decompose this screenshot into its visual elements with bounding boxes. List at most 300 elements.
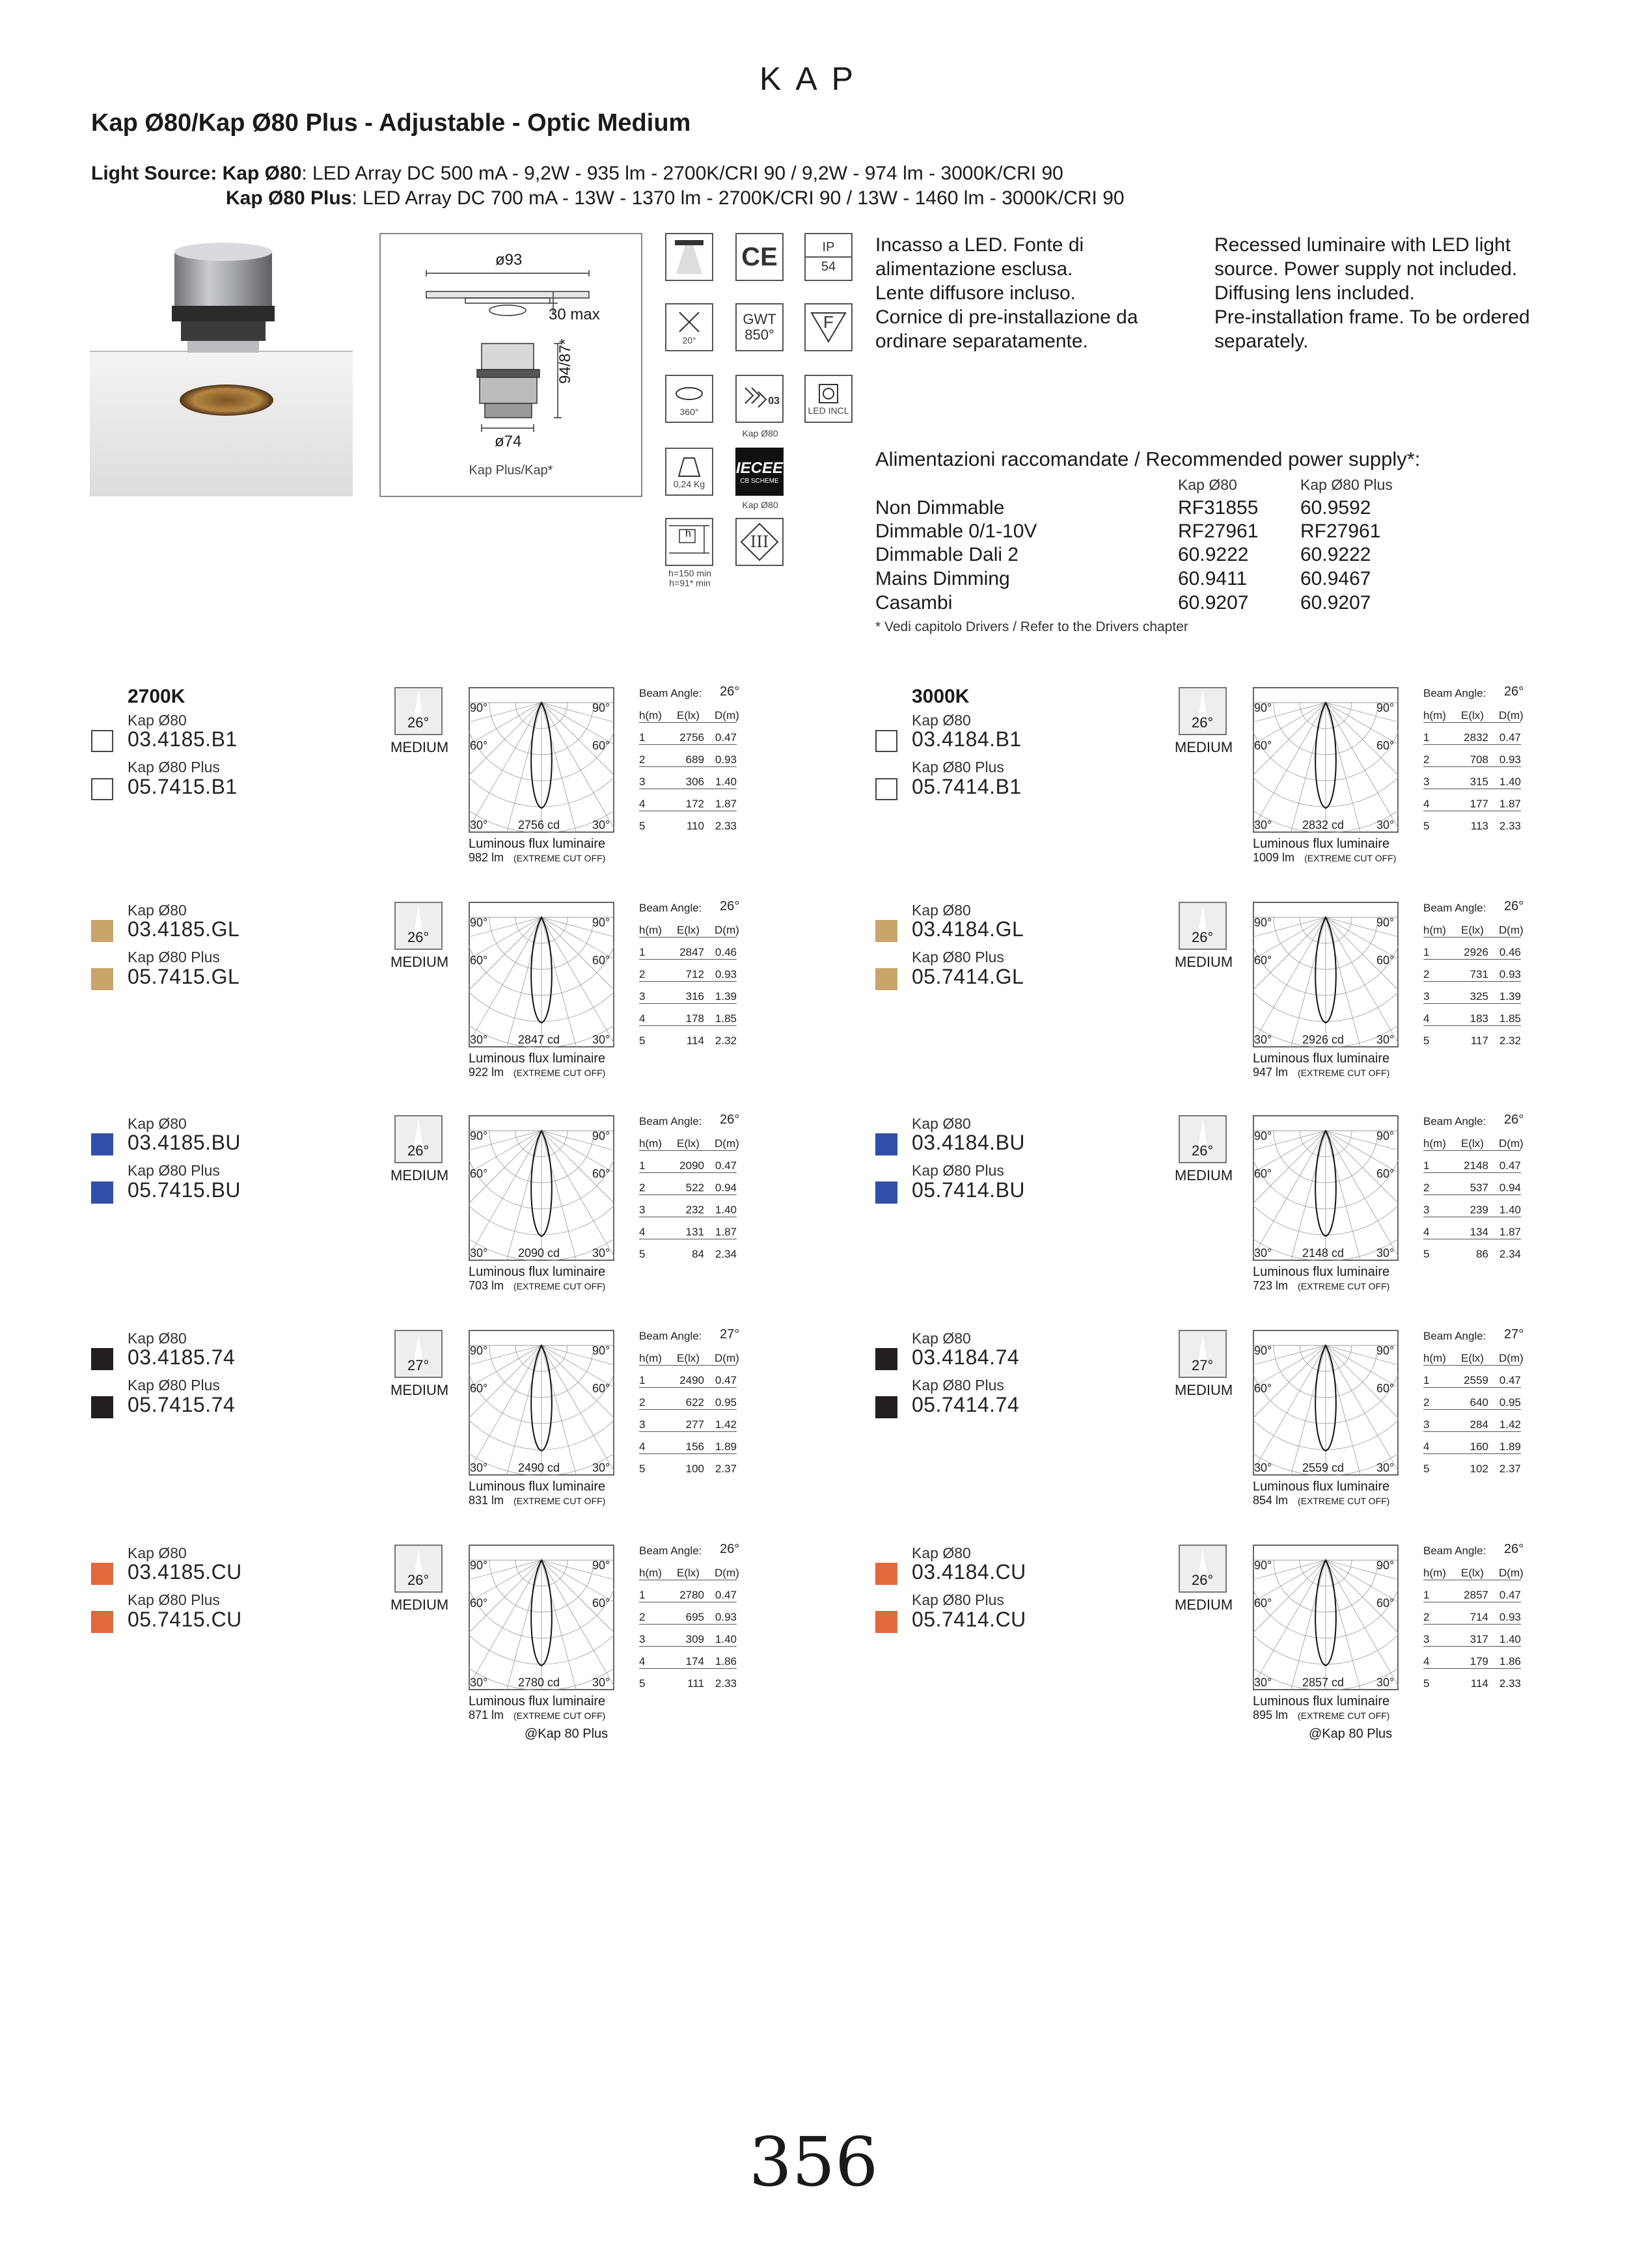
section-title-1: 3000K <box>912 686 970 707</box>
product-code-kap80plus[interactable]: 05.7415.BU <box>128 1178 241 1202</box>
polar-peak-cd: 2926 cd <box>1302 1033 1345 1046</box>
polar-peak-cd: 2756 cd <box>518 818 560 831</box>
description-italian: Incasso a LED. Fonte di alimentazione esclusa. Lente diffusore incluso. Cornice di pre-installazione da ordinare separatamente. <box>875 234 1138 352</box>
variant-label-kap80plus: Kap Ø80 Plus <box>912 1162 1004 1179</box>
beam-angle-label: Beam Angle: <box>639 1545 702 1557</box>
flux-label: Luminous flux luminaire <box>469 1479 606 1494</box>
variant-label-kap80: Kap Ø80 <box>912 1115 971 1132</box>
power-supply-a-0: RF31855 <box>1178 497 1259 519</box>
beam-table-row: 4 174 1.86 <box>639 1655 737 1667</box>
kap80-cert-label-b: Kap Ø80 <box>742 500 778 510</box>
color-swatch[interactable] <box>91 730 113 752</box>
beam-table-row: 4 178 1.85 <box>639 1012 737 1025</box>
beam-angle-label: Beam Angle: <box>1423 902 1486 914</box>
product-code-kap80[interactable]: 03.4184.GL <box>912 917 1024 941</box>
flux-value: 871 lm (EXTREME CUT OFF) <box>469 1708 606 1721</box>
polar-30-left: 30° <box>470 1247 488 1260</box>
color-swatch[interactable] <box>875 1396 897 1418</box>
beam-medium-label: MEDIUM <box>390 739 449 755</box>
beam-table-row: 4 183 1.85 <box>1423 1012 1521 1025</box>
variant-label-kap80plus: Kap Ø80 Plus <box>128 759 220 776</box>
gwt-850-icon: GWT 850° <box>735 303 784 351</box>
beam-angle-value: 27° <box>720 1327 740 1342</box>
beam-medium-label: MEDIUM <box>1175 739 1233 755</box>
beam-table-row: 1 2780 0.47 <box>639 1589 737 1601</box>
polar-peak-cd: 2832 cd <box>1302 818 1345 831</box>
beam-table-row: 2 640 0.95 <box>1423 1396 1521 1409</box>
polar-90-left: 90° <box>1254 1129 1272 1142</box>
variant-label-kap80: Kap Ø80 <box>128 902 187 919</box>
recessed-icon <box>665 233 713 281</box>
color-swatch[interactable] <box>91 1563 113 1585</box>
color-swatch[interactable] <box>91 920 113 942</box>
polar-30-left: 30° <box>470 1676 488 1689</box>
polar-60-left: 60° <box>470 1167 488 1180</box>
h-min-label: h=150 min h=91* min <box>668 568 711 588</box>
beam-table-row: 3 306 1.40 <box>639 776 737 788</box>
beam-table-row: 5 102 2.37 <box>1423 1463 1521 1475</box>
polar-60-left: 60° <box>1254 1167 1272 1180</box>
product-code-kap80[interactable]: 03.4185.B1 <box>128 727 238 751</box>
variant-label-kap80: Kap Ø80 <box>128 712 187 729</box>
color-swatch[interactable] <box>91 968 113 990</box>
polar-60-right: 60° <box>1376 1167 1395 1180</box>
drawing-caption: Kap Plus/Kap* <box>469 463 553 478</box>
flux-label: Luminous flux luminaire <box>1253 1479 1390 1494</box>
beam-table-row: 2 537 0.94 <box>1423 1181 1521 1194</box>
variant-label-kap80plus: Kap Ø80 Plus <box>912 1591 1004 1608</box>
beam-table-row: 4 177 1.87 <box>1423 798 1521 810</box>
beam-table-row: 5 110 2.33 <box>639 820 737 832</box>
polar-90-left: 90° <box>470 1559 488 1572</box>
product-code-kap80[interactable]: 03.4184.74 <box>912 1345 1020 1369</box>
polar-30-right: 30° <box>592 1461 610 1474</box>
beam-table-row: 1 2490 0.47 <box>639 1374 737 1386</box>
color-swatch[interactable] <box>91 1396 113 1418</box>
polar-60-left: 60° <box>1254 1597 1272 1610</box>
product-code-kap80plus[interactable]: 05.7415.CU <box>128 1608 242 1631</box>
flux-label: Luminous flux luminaire <box>1253 1265 1390 1279</box>
adjustable-20-icon: 20° <box>665 303 713 351</box>
variant-label-kap80plus: Kap Ø80 Plus <box>128 1591 220 1608</box>
description-english: Recessed luminaire with LED light source. Power supply not included. Diffusing lens included. Pre-installation frame. To be ordered separately. <box>1214 234 1530 352</box>
color-swatch[interactable] <box>875 1348 897 1370</box>
beam-medium-label: MEDIUM <box>390 1597 449 1613</box>
flux-value: 1009 lm (EXTREME CUT OFF) <box>1253 851 1397 864</box>
beam-table-row: 4 156 1.89 <box>639 1440 737 1453</box>
color-swatch[interactable] <box>875 1563 897 1585</box>
color-swatch[interactable] <box>91 1611 113 1633</box>
polar-30-right: 30° <box>1376 1461 1395 1474</box>
beam-icon-angle: 26° <box>407 1572 430 1588</box>
section-title-0: 2700K <box>128 686 185 707</box>
flux-label: Luminous flux luminaire <box>1253 1694 1390 1708</box>
polar-90-right: 90° <box>592 1559 610 1572</box>
beam-table-row: 2 622 0.95 <box>639 1396 737 1409</box>
color-swatch[interactable] <box>91 1133 113 1155</box>
polar-30-left: 30° <box>1254 1033 1272 1046</box>
polar-30-left: 30° <box>1254 1461 1272 1474</box>
beam-icon-angle: 26° <box>407 929 430 945</box>
beam-table-row: 3 316 1.39 <box>639 990 737 1003</box>
polar-60-right: 60° <box>592 954 610 967</box>
polar-60-left: 60° <box>470 1597 488 1610</box>
variant-label-kap80: Kap Ø80 <box>128 1545 187 1561</box>
beam-angle-value: 26° <box>720 1113 740 1127</box>
product-code-kap80[interactable]: 03.4185.CU <box>128 1560 242 1584</box>
beam-table-header: h(m) E(lx) D(m) <box>1423 1352 1524 1364</box>
product-code-kap80plus[interactable]: 05.7415.B1 <box>128 775 238 798</box>
polar-30-left: 30° <box>470 1461 488 1474</box>
polar-peak-cd: 2090 cd <box>518 1247 560 1260</box>
power-supply-note: * Vedi capitolo Drivers / Refer to the Drivers chapter <box>875 619 1188 634</box>
beam-angle-value: 26° <box>720 684 740 699</box>
light-source-label-2: Kap Ø80 Plus <box>226 187 352 209</box>
product-code-kap80[interactable]: 03.4184.BU <box>912 1131 1026 1154</box>
light-source-text-1: : LED Array DC 500 mA - 9,2W - 935 lm - 2700K/CRI 90 / 9,2W - 974 lm - 3000K/CRI 90 <box>301 163 1063 184</box>
power-supply-a-1: RF27961 <box>1178 520 1259 542</box>
flux-label: Luminous flux luminaire <box>469 837 606 851</box>
beam-angle-value: 27° <box>1504 1327 1524 1342</box>
beam-icon-angle: 26° <box>1192 1572 1214 1588</box>
beam-angle-value: 26° <box>1504 1542 1524 1556</box>
product-code-kap80[interactable]: 03.4185.BU <box>128 1131 241 1154</box>
beam-table-row: 4 134 1.87 <box>1423 1226 1521 1238</box>
beam-icon-angle: 26° <box>1192 929 1214 945</box>
flux-value: 895 lm (EXTREME CUT OFF) <box>1253 1708 1390 1721</box>
beam-table-row: 5 117 2.32 <box>1423 1034 1521 1047</box>
power-supply-name-2: Dimmable Dali 2 <box>875 544 1019 565</box>
dim-height: 94/87* <box>556 338 574 384</box>
beam-table-row: 3 284 1.42 <box>1423 1418 1521 1431</box>
flux-value: 854 lm (EXTREME CUT OFF) <box>1253 1494 1390 1507</box>
beam-table-row: 4 160 1.89 <box>1423 1440 1521 1453</box>
beam-icon-angle: 26° <box>1192 1142 1214 1159</box>
polar-30-left: 30° <box>1254 1676 1272 1689</box>
beam-table-row: 5 84 2.34 <box>639 1248 737 1260</box>
polar-peak-cd: 2490 cd <box>518 1461 560 1474</box>
light-source-text-2: : LED Array DC 700 mA - 13W - 1370 lm - 2700K/CRI 90 / 13W - 1460 lm - 3000K/CRI 90 <box>351 187 1125 209</box>
power-supply-name-0: Non Dimmable <box>875 497 1005 519</box>
beam-table-header: h(m) E(lx) D(m) <box>639 1567 739 1579</box>
polar-30-right: 30° <box>592 1033 610 1046</box>
flux-label: Luminous flux luminaire <box>469 1265 606 1279</box>
beam-table-header: h(m) E(lx) D(m) <box>639 1137 739 1150</box>
polar-60-left: 60° <box>1254 739 1272 752</box>
polar-90-right: 90° <box>592 1344 610 1357</box>
variant-label-kap80: Kap Ø80 <box>912 1330 971 1347</box>
polar-90-right: 90° <box>592 916 610 929</box>
color-swatch[interactable] <box>91 778 113 800</box>
flux-value: 831 lm (EXTREME CUT OFF) <box>469 1494 606 1507</box>
beam-table-row: 5 86 2.34 <box>1423 1248 1521 1260</box>
beam-icon-angle: 26° <box>407 714 430 731</box>
polar-peak-cd: 2780 cd <box>518 1676 560 1689</box>
page-title: Kap Ø80/Kap Ø80 Plus - Adjustable - Optic Medium <box>91 109 691 137</box>
led-included-icon: LED INCL <box>804 375 853 423</box>
product-code-kap80[interactable]: 03.4185.GL <box>128 917 240 941</box>
brand-title: KAP <box>759 61 868 97</box>
beam-table-header: h(m) E(lx) D(m) <box>639 924 739 936</box>
beam-angle-value: 26° <box>720 1542 740 1556</box>
beam-table-row: 5 114 2.33 <box>1423 1677 1521 1690</box>
polar-30-left: 30° <box>470 818 488 831</box>
color-swatch[interactable] <box>875 730 897 752</box>
beam-medium-label: MEDIUM <box>390 1382 449 1398</box>
product-code-kap80plus[interactable]: 05.7414.GL <box>912 965 1024 988</box>
polar-30-left: 30° <box>470 1033 488 1046</box>
beam-table-row: 3 239 1.40 <box>1423 1204 1521 1216</box>
flux-label: Luminous flux luminaire <box>469 1051 606 1066</box>
polar-30-right: 30° <box>1376 1676 1395 1689</box>
polar-60-right: 60° <box>1376 1382 1395 1395</box>
beam-table-header: h(m) E(lx) D(m) <box>1423 1567 1524 1579</box>
ceiling-height-icon <box>665 518 713 566</box>
beam-table-header: h(m) E(lx) D(m) <box>639 709 739 722</box>
variant-label-kap80: Kap Ø80 <box>912 1545 971 1561</box>
polar-60-right: 60° <box>592 1167 610 1180</box>
beam-medium-label: MEDIUM <box>1175 1382 1233 1398</box>
color-swatch[interactable] <box>91 1181 113 1204</box>
light-source <box>91 161 1125 211</box>
beam-angle-label: Beam Angle: <box>639 1115 702 1127</box>
beam-table-row: 3 277 1.42 <box>639 1418 737 1431</box>
color-swatch[interactable] <box>875 778 897 800</box>
color-swatch[interactable] <box>875 1133 897 1155</box>
beam-table-row: 5 114 2.32 <box>639 1034 737 1047</box>
polar-60-right: 60° <box>592 1382 610 1395</box>
polar-90-right: 90° <box>1376 701 1395 714</box>
polar-90-left: 90° <box>470 701 488 714</box>
power-supply-b-4: 60.9207 <box>1300 592 1371 614</box>
color-swatch[interactable] <box>875 1181 897 1204</box>
beam-icon-angle: 27° <box>1192 1357 1214 1373</box>
flux-value: 947 lm (EXTREME CUT OFF) <box>1253 1066 1390 1079</box>
plus-note: @Kap 80 Plus <box>525 1727 608 1741</box>
power-supply-name-1: Dimmable 0/1-10V <box>875 520 1037 542</box>
flux-label: Luminous flux luminaire <box>469 1694 606 1708</box>
beam-table-row: 1 2832 0.47 <box>1423 731 1521 744</box>
flux-value: 703 lm (EXTREME CUT OFF) <box>469 1279 606 1292</box>
beam-angle-value: 26° <box>720 899 740 913</box>
beam-angle-label: Beam Angle: <box>1423 1115 1486 1127</box>
polar-60-left: 60° <box>1254 954 1272 967</box>
beam-table-row: 3 315 1.40 <box>1423 776 1521 788</box>
beam-table-row: 2 522 0.94 <box>639 1181 737 1194</box>
product-code-kap80plus[interactable]: 05.7414.74 <box>912 1393 1020 1416</box>
product-code-kap80[interactable]: 03.4185.74 <box>128 1345 236 1369</box>
power-supply-b-0: 60.9592 <box>1300 497 1371 519</box>
variant-label-kap80: Kap Ø80 <box>912 712 971 729</box>
beam-table-row: 4 179 1.86 <box>1423 1655 1521 1667</box>
product-photo <box>90 224 353 496</box>
beam-table-header: h(m) E(lx) D(m) <box>639 1352 739 1364</box>
polar-90-right: 90° <box>1376 1129 1395 1142</box>
polar-60-left: 60° <box>470 739 488 752</box>
beam-table-row: 3 232 1.40 <box>639 1204 737 1216</box>
power-supply-a-2: 60.9222 <box>1178 544 1249 565</box>
beam-table-row: 1 2559 0.47 <box>1423 1374 1521 1386</box>
polar-90-left: 90° <box>470 1129 488 1142</box>
beam-icon-angle: 26° <box>407 1142 430 1159</box>
beam-table-row: 2 708 0.93 <box>1423 753 1521 766</box>
polar-90-left: 90° <box>1254 1559 1272 1572</box>
beam-medium-label: MEDIUM <box>390 954 449 970</box>
beam-table-row: 1 2090 0.47 <box>639 1159 737 1172</box>
plus-note: @Kap 80 Plus <box>1309 1727 1393 1741</box>
beam-angle-label: Beam Angle: <box>1423 687 1486 699</box>
beam-medium-label: MEDIUM <box>1175 954 1233 970</box>
h-label: h <box>685 528 691 539</box>
ip54-icon: IP 54 <box>804 233 853 281</box>
beam-angle-label: Beam Angle: <box>639 687 702 699</box>
beam-angle-value: 26° <box>1504 684 1524 699</box>
product-code-kap80plus[interactable]: 05.7414.BU <box>912 1178 1026 1202</box>
power-supply-name-3: Mains Dimming <box>875 568 1010 589</box>
beam-table-row: 2 689 0.93 <box>639 753 737 766</box>
polar-90-left: 90° <box>470 916 488 929</box>
product-code-kap80plus[interactable]: 05.7415.GL <box>128 965 240 988</box>
power-supply-title: Alimentazioni raccomandate / Recommended power supply*: <box>875 448 1421 470</box>
polar-30-left: 30° <box>1254 1247 1272 1260</box>
rotation-360-icon: 360° <box>665 375 713 423</box>
polar-60-left: 60° <box>470 1382 488 1395</box>
flux-value: 982 lm (EXTREME CUT OFF) <box>469 851 606 864</box>
polar-peak-cd: 2559 cd <box>1302 1461 1345 1474</box>
variant-label-kap80: Kap Ø80 <box>128 1115 187 1132</box>
beam-angle-value: 26° <box>1504 1113 1524 1127</box>
polar-90-left: 90° <box>1254 1344 1272 1357</box>
polar-90-left: 90° <box>470 1344 488 1357</box>
variant-label-kap80: Kap Ø80 <box>128 1330 187 1347</box>
beam-table-row: 3 309 1.40 <box>639 1633 737 1645</box>
class-iii-icon: III <box>735 518 784 566</box>
dim-30max: 30 max <box>549 306 600 323</box>
beam-table-row: 3 325 1.39 <box>1423 990 1521 1003</box>
flux-value: 922 lm (EXTREME CUT OFF) <box>469 1066 606 1079</box>
beam-table-header: h(m) E(lx) D(m) <box>1423 924 1524 936</box>
polar-60-right: 60° <box>592 739 610 752</box>
color-swatch[interactable] <box>875 1611 897 1633</box>
variant-label-kap80plus: Kap Ø80 Plus <box>912 949 1004 965</box>
beam-angle-label: Beam Angle: <box>639 1330 702 1342</box>
kap80-cert-label-a: Kap Ø80 <box>742 428 778 439</box>
f-mark-icon: F <box>804 303 853 351</box>
polar-90-right: 90° <box>592 701 610 714</box>
product-code-kap80plus[interactable]: 05.7414.B1 <box>912 775 1022 798</box>
light-source-label-1: Light Source: Kap Ø80 <box>91 163 302 184</box>
beam-table-row: 4 131 1.87 <box>639 1226 737 1238</box>
polar-60-right: 60° <box>592 1597 610 1610</box>
power-supply-col-kap80plus: Kap Ø80 Plus <box>1300 476 1393 493</box>
technical-drawing <box>379 233 642 497</box>
power-supply-a-4: 60.9207 <box>1178 592 1249 614</box>
polar-90-right: 90° <box>1376 1559 1395 1572</box>
polar-30-right: 30° <box>592 818 610 831</box>
color-swatch[interactable] <box>91 1348 113 1370</box>
flux-label: Luminous flux luminaire <box>1253 1051 1390 1066</box>
product-code-kap80plus[interactable]: 05.7415.74 <box>128 1393 236 1416</box>
beam-table-row: 5 100 2.37 <box>639 1463 737 1475</box>
polar-30-left: 30° <box>1254 818 1272 831</box>
polar-peak-cd: 2857 cd <box>1302 1676 1345 1689</box>
flux-value: 723 lm (EXTREME CUT OFF) <box>1253 1279 1390 1292</box>
beam-medium-label: MEDIUM <box>390 1167 449 1183</box>
beam-icon-angle: 27° <box>407 1357 430 1373</box>
page-number: 356 <box>748 2122 879 2202</box>
beam-table-row: 1 2857 0.47 <box>1423 1589 1521 1601</box>
weight-icon: 0,24 Kg <box>665 448 713 496</box>
polar-90-left: 90° <box>1254 916 1272 929</box>
beam-table-row: 2 731 0.93 <box>1423 968 1521 980</box>
beam-table-row: 3 317 1.40 <box>1423 1633 1521 1645</box>
polar-60-right: 60° <box>1376 1597 1395 1610</box>
polar-60-right: 60° <box>1376 739 1395 752</box>
color-swatch[interactable] <box>875 920 897 942</box>
beam-medium-label: MEDIUM <box>1175 1167 1233 1183</box>
dim-d74: ø74 <box>495 433 522 450</box>
beam-table-row: 2 714 0.93 <box>1423 1611 1521 1623</box>
beam-table-header: h(m) E(lx) D(m) <box>1423 709 1524 722</box>
beam-table-row: 1 2756 0.47 <box>639 731 737 744</box>
product-code-kap80[interactable]: 03.4184.B1 <box>912 727 1022 751</box>
variant-label-kap80plus: Kap Ø80 Plus <box>128 1162 220 1179</box>
color-swatch[interactable] <box>875 968 897 990</box>
product-code-kap80plus[interactable]: 05.7414.CU <box>912 1608 1026 1631</box>
beam-table-row: 1 2847 0.46 <box>639 946 737 958</box>
polar-90-left: 90° <box>1254 701 1272 714</box>
polar-peak-cd: 2148 cd <box>1302 1247 1345 1260</box>
polar-60-right: 60° <box>1376 954 1395 967</box>
ik-rating-icon: 03 <box>735 375 784 423</box>
iecee-cb-icon: IECEE CB SCHEME <box>735 448 784 496</box>
beam-table-row: 4 172 1.87 <box>639 798 737 810</box>
power-supply-b-2: 60.9222 <box>1300 544 1371 565</box>
beam-table-row: 2 695 0.93 <box>639 1611 737 1623</box>
variant-label-kap80plus: Kap Ø80 Plus <box>128 1377 220 1394</box>
power-supply-b-3: 60.9467 <box>1300 568 1371 589</box>
polar-90-right: 90° <box>592 1129 610 1142</box>
beam-table-row: 5 113 2.33 <box>1423 820 1521 832</box>
beam-table-header: h(m) E(lx) D(m) <box>1423 1137 1524 1150</box>
beam-table-row: 5 111 2.33 <box>639 1677 737 1690</box>
variant-label-kap80plus: Kap Ø80 Plus <box>912 1377 1004 1394</box>
power-supply-b-1: RF27961 <box>1300 520 1381 542</box>
ce-mark-icon: CE <box>735 233 784 281</box>
polar-30-right: 30° <box>1376 818 1395 831</box>
product-code-kap80[interactable]: 03.4184.CU <box>912 1560 1026 1584</box>
polar-30-right: 30° <box>1376 1033 1395 1046</box>
dim-d93: ø93 <box>495 251 523 269</box>
polar-90-right: 90° <box>1376 916 1395 929</box>
polar-peak-cd: 2847 cd <box>518 1033 560 1046</box>
power-supply-name-4: Casambi <box>875 592 953 614</box>
beam-table-row: 2 712 0.93 <box>639 968 737 980</box>
flux-label: Luminous flux luminaire <box>1253 837 1390 851</box>
variant-label-kap80: Kap Ø80 <box>912 902 971 919</box>
beam-angle-label: Beam Angle: <box>1423 1330 1486 1342</box>
polar-60-left: 60° <box>470 954 488 967</box>
polar-60-left: 60° <box>1254 1382 1272 1395</box>
power-supply-a-3: 60.9411 <box>1178 568 1248 589</box>
beam-angle-label: Beam Angle: <box>1423 1545 1486 1557</box>
beam-icon-angle: 26° <box>1192 714 1214 731</box>
beam-angle-value: 26° <box>1504 899 1524 913</box>
polar-30-right: 30° <box>592 1247 610 1260</box>
power-supply-col-kap80: Kap Ø80 <box>1178 476 1237 493</box>
polar-30-right: 30° <box>592 1676 610 1689</box>
polar-90-right: 90° <box>1376 1344 1395 1357</box>
